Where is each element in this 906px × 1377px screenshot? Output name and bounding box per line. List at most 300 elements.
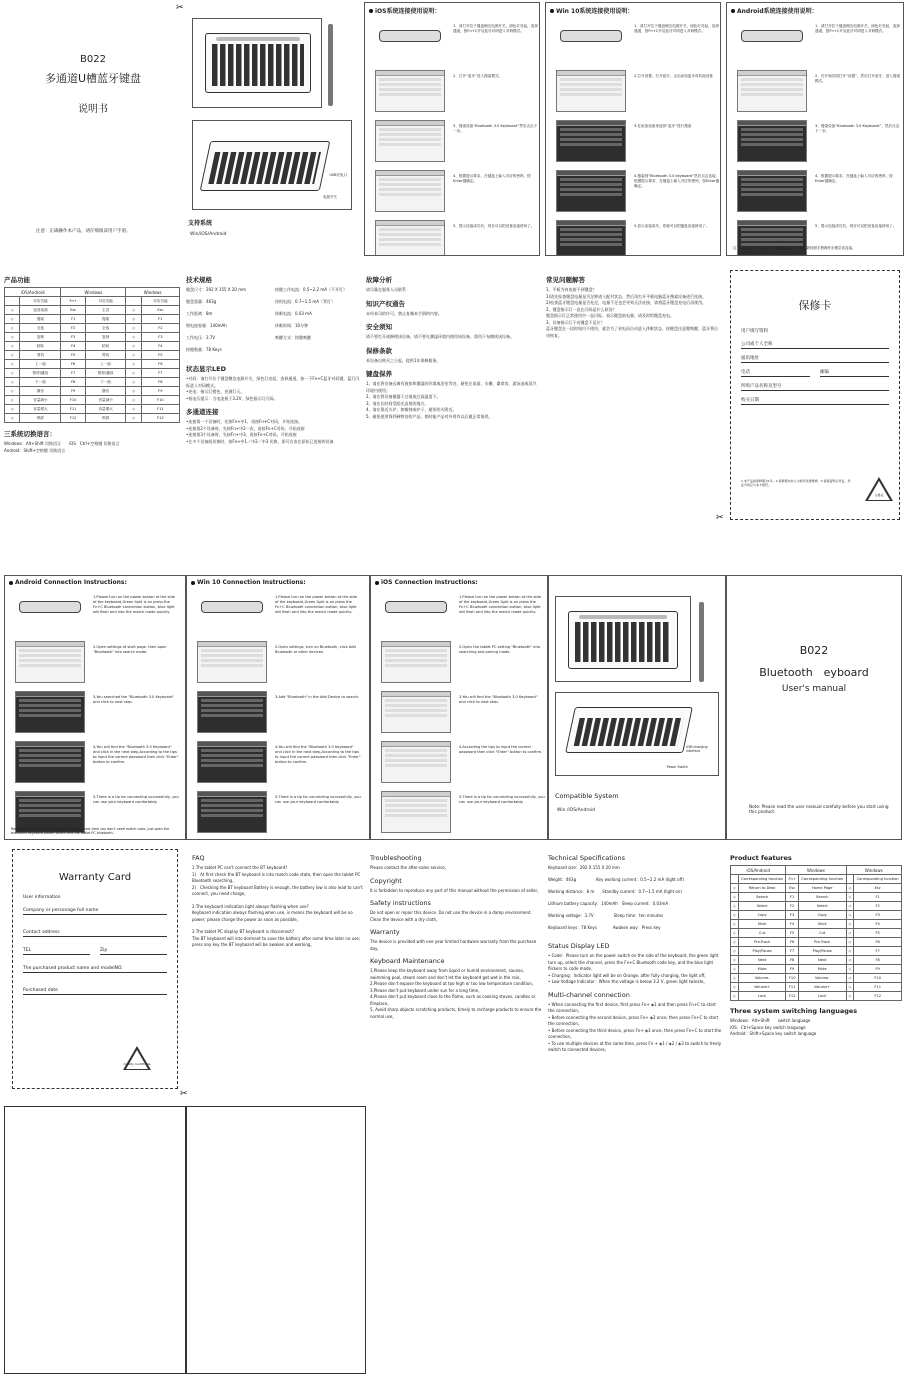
bullet-icon [731, 9, 735, 13]
fn-key-cell: Esc [61, 306, 85, 315]
copyright-cn-text: 未经本司的许可，禁止复制本手册的内容。 [366, 310, 442, 316]
table-row: ◇ 锁屏 F12 锁屏 ◇ F12 [5, 414, 180, 423]
key-symbol-icon: ◇ [731, 956, 739, 965]
faq-en-item: 2) Checking the BT keyboard Battery is enough, the battery low is also lead to can't connect, you need charge。 [192, 884, 363, 896]
table-row: ◇ 粘贴 F4 粘贴 ◇ F4 [5, 342, 180, 351]
spec-cn-item: 锂电池容量：140mAh [186, 323, 227, 328]
maint-cn-item: 2、请在将设备暴露于过低或过高温度下。 [366, 394, 441, 399]
key-symbol-icon: ◇ [5, 324, 20, 333]
cover-cn-images-panel [186, 4, 358, 252]
tablet-screenshot-image [737, 20, 807, 62]
table-row: ◇ Select F2 Select ◇ F2 [731, 902, 902, 911]
maint-en-item: 3,Please don't put keyboard under sun for a long time。 [370, 987, 483, 993]
faq-en-item: The BT keyboard will into dormant to save the battery after some time later no use; press any key the BT keyboard will be awaken and working。 [192, 935, 361, 947]
instruction-step-text: 4.You will find the "Bluetooth 3.0 Keyboard" and click in the next step,According to the tips to input the correct password then click "Enter" button to confirm. [93, 745, 179, 764]
instruction-step-text: 1.Please turn on the power button at the side of the keyboard,Green light is on press the Fn+C Bluetooth connection button, blue light will flash and into the match mode quickly. [93, 595, 175, 614]
key-symbol-icon: ◇ [731, 947, 739, 956]
keyboard-angled-view-image [192, 120, 352, 210]
label-power-en: Power Switch [666, 765, 688, 769]
keyboard-top-view-image [555, 596, 691, 682]
key-symbol-icon: ◇ [5, 387, 20, 396]
spec-en-led-item: • Charging：Indicator light will be on Orange, after fully charging, the light off。 [548, 972, 709, 978]
key-symbol-icon: ◇ [126, 405, 141, 414]
fn-key-cell: F11 [61, 405, 85, 414]
key-symbol-icon: ◇ [5, 414, 20, 423]
instruction-step [9, 739, 181, 789]
tablet-screenshot-image [556, 220, 626, 256]
table-row: ◇ Next F8 Next ◇ F8 [731, 956, 902, 965]
fn-key-cell: F6 [61, 360, 85, 369]
trouble-en-line: Please contact the after-sales service。 [370, 865, 449, 870]
faq-cn-panel [546, 270, 720, 530]
tablet-screenshot-image [375, 70, 445, 112]
android-en-title: Android Connection Instructions: [15, 579, 127, 586]
key-symbol-icon: ◇ [846, 947, 854, 956]
spec-en-led-title: Status Display LED [548, 942, 610, 950]
maint-en-item: 4,Please don't put keyboard close to the flame, such as cooking stoves, candles or fireplace。 [370, 994, 536, 1006]
table-row: ◇ 返回桌面 Esc 主页 ◇ Esc [5, 306, 180, 315]
faq-cn-item: 2、键盘指示灯一直在闪烁是什么原因？ [546, 306, 617, 312]
faq-en-item: 3.The tablet PC display BT keyboard is disconnect? [192, 929, 295, 934]
tablet-screenshot-image [375, 120, 445, 162]
warranty-en-field: The purchased product name and modelNO. [23, 959, 167, 973]
instruction-step-text: 1、请打开位于键盘侧边电源开关，绿色灯亮起，选择通道，按Fn+C开启蓝牙对码进入对码模式。 [453, 24, 538, 33]
spec-cn-led-title: 状态显示LED [186, 365, 226, 373]
instruction-step [731, 168, 899, 218]
fn-key-cell: F12 [786, 992, 799, 1001]
key-symbol-icon: ◇ [126, 396, 141, 405]
warranty-en-title: Warranty Card [58, 872, 132, 883]
instruction-step-text: 2.Open the tablet PC setting "Bluetooth" into searching and pairing mode. [459, 645, 541, 654]
instruction-step [191, 739, 365, 789]
bullet-icon [550, 9, 554, 13]
cover-en-title: Bluetooth eyboard [759, 666, 869, 679]
maint-en-item: 2,Please don't expose the keyboard at too high or too low temperature condition。 [370, 981, 536, 986]
fn-key-cell: F7 [61, 369, 85, 378]
fn-key-cell: Esc [786, 884, 799, 893]
bullet-icon [191, 581, 195, 585]
blank-panel [186, 1106, 366, 1374]
table-subheader: 对应功能 [141, 297, 179, 306]
fn-key-cell: F5 [61, 351, 85, 360]
instruction-step-text: 4.You will find the "Bluetooth 3.0 Keyboard" and click in the next step,According to the tips to input the correct password then click "Enter" button to confirm. [275, 745, 361, 764]
label-charge-en: USB charging interface [686, 745, 708, 753]
trouble-cn-line: 请尽量在服务人员联系 [366, 287, 406, 292]
table-row: ◇ 静音 F9 静音 ◇ F9 [5, 387, 180, 396]
warranty-en-field: Company or personage full name [23, 901, 167, 915]
warranty-cn-field: 用户填写资料 [741, 329, 768, 334]
instruction-step [191, 689, 365, 739]
ios-en-title: iOS Connection Instructions: [381, 579, 478, 586]
copyright-cn-title: 知识产权通告 [366, 299, 405, 308]
android-cn-note: 注：若在此以上尚未显示可用的键盘名称，请重新按照手册操作步骤尝试连接。 [733, 246, 856, 250]
instruction-step-text: 4.According the tips to input the correct password then click "Enter" button to confirm. [459, 745, 543, 754]
cover-en-subtitle: User's manual [781, 684, 847, 694]
key-symbol-icon: ◇ [5, 333, 20, 342]
instruction-step [191, 789, 365, 839]
key-symbol-icon: ◇ [731, 911, 739, 920]
instruction-step-text: 4、根据提示要求，在键盘上输入对应的密码，按Enter键确定。 [453, 174, 531, 183]
spec-en-item: Weight：463g Key working current：0.5~2.2 mA (light off) [548, 877, 684, 882]
table-subheader: 对应功能 [20, 297, 61, 306]
key-symbol-icon: ◇ [126, 378, 141, 387]
key-symbol-icon: ◇ [126, 333, 141, 342]
features-cn-lang-title: 三系统切换语言： [4, 430, 56, 438]
table-row: ◇ Play/Pause F7 Play/Pause ◇ F7 [731, 947, 902, 956]
spec-en-item: Keyboard keys：78 Keys Awaken way：Press key [548, 925, 661, 930]
key-symbol-icon: ◇ [731, 938, 739, 947]
maint-en-item: 1,Please keep the keyboard away from liquid or humid environment, saunas, swimming pool, steam room and don't let the keyboard get wet in the rain。 [370, 968, 524, 980]
fn-key-cell: F1 [786, 893, 799, 902]
tablet-screenshot-image [556, 20, 626, 62]
key-symbol-icon: ◇ [5, 396, 20, 405]
key-symbol-icon: ◇ [846, 920, 854, 929]
spec-cn-item: 按键数量：78 Keys [186, 347, 222, 352]
maint-cn-item: 3、请在长时间受阳光直射的地方。 [366, 400, 429, 406]
faq-en-item: 1) At first check the BT keyboard is into match code state, then open the tablet PC Bluetooth searching。 [192, 871, 361, 883]
spec-en-item: Working distance：8 m Standby current：0.7~1.5 mA (light on) [548, 889, 682, 894]
maint-cn-item: 4、请在靠近火炉，如蜡烛或炉子，避免明火附近。 [366, 407, 457, 412]
safety-cn-text: 请不要打开或修理该设备，请不要在潮湿环境内使用该设备，需用干布擦拭该设备。 [366, 334, 514, 339]
cover-en-panel [726, 575, 902, 840]
table-row: ◇ Stick F4 Stick ◇ F4 [731, 920, 902, 929]
fn-key-cell: F1 [61, 315, 85, 324]
instruction-step [731, 18, 899, 68]
table-row: ◇ 复制 F3 复制 ◇ F3 [5, 333, 180, 342]
table-header: Windows [61, 288, 126, 297]
table-row: ◇ Lock F12 Lock ◇ F12 [731, 992, 902, 1001]
android-cn-title: Android系统连接使用说明： [737, 8, 818, 15]
spec-cn-title: 技术规格 [186, 276, 212, 284]
instruction-step [375, 789, 543, 839]
key-symbol-icon: ◇ [846, 983, 854, 992]
ios-cn-panel [364, 2, 540, 256]
tablet-screenshot-image [197, 641, 267, 683]
spec-cn-item: 键盘尺寸：292 X 155 X 20 mm [186, 287, 246, 292]
tablet-screenshot-image [737, 120, 807, 162]
instruction-step-text: 5.There is a tip for connecting successfully, you can use your keyboard comfortably. [459, 795, 545, 804]
instruction-step [369, 168, 535, 218]
warranty-en-field: TEL [23, 941, 90, 955]
table-row: ◇ 上一曲 F6 上一曲 ◇ F6 [5, 360, 180, 369]
spec-cn-led-item: •对码：请打开位于键盘侧边电源开关，绿色灯亮起，选择通道，按一下Fn+C蓝牙对码键，蓝灯闪烁进入对码模式。 [186, 376, 360, 388]
table-subheader: Fn+ [786, 875, 799, 884]
key-symbol-icon: ◇ [5, 360, 20, 369]
instruction-step-text: 4.搜索到“Bluetooth 3.0 keyboard”然后点击连接,根据提示要求，在键盘上输入对应的密码，按Enter键确定。 [634, 174, 720, 188]
key-symbol-icon: ◇ [731, 929, 739, 938]
spec-en-multi-title: Multi-channel connection [548, 990, 630, 999]
certificate-stamp-icon [123, 1046, 151, 1070]
instruction-step [375, 689, 543, 739]
features-en-lang-line-3: Android：Shift+Space key switch language [730, 1031, 817, 1036]
safety-cn-title: 安全须知 [366, 323, 392, 331]
instruction-step [375, 589, 543, 639]
features-en-title: Product features [730, 854, 792, 862]
instruction-step-text: 2.Open settings, turn on Bluetooth, click Add Bluetooth or other devices. [275, 645, 356, 654]
key-symbol-icon: ◇ [846, 974, 854, 983]
key-symbol-icon: ◇ [126, 324, 141, 333]
instruction-step-text: 5.显示连接成功，你就可以把键盘连接使用了。 [634, 224, 710, 228]
key-symbol-icon: ◇ [126, 360, 141, 369]
spec-cn-multi-item: •在多个设备间切换时，按Fn+中1／中2／中3 切换，即可自由在原始已连接的设备 [186, 438, 334, 444]
faq-cn-title: 常见问题解答 [546, 276, 585, 284]
table-subheader: Corresponding function [738, 875, 786, 884]
scissors-icon: ✂ [716, 513, 724, 523]
features-en-panel [730, 849, 902, 1099]
table-row: ◇ 剪切 F5 剪切 ◇ F5 [5, 351, 180, 360]
spec-cn-multi-item: •连接第3个设备时，先按Fn+中3，再按Fn+C对码，开始连接 [186, 432, 297, 437]
table-row: ◇ 下一曲 F8 下一曲 ◇ F8 [5, 378, 180, 387]
features-cn-panel [4, 270, 180, 530]
spec-en-multi-item: • To use multiple devices at the same time, press Fn + ◈1 / ◈2 / ◈3 to switch to freely switch to connected devices。 [548, 1040, 722, 1052]
key-symbol-icon: ◇ [5, 315, 20, 324]
faq-en-item: Keyboard indication always flashing when use, is means the keyboard will be no power; please charge the power as soon as possible。 [192, 910, 353, 922]
table-header: iOS/Android [731, 866, 786, 875]
spec-cn-item: 工作距离：8m [186, 311, 213, 316]
key-symbol-icon: ◇ [731, 983, 739, 992]
android-en-remarks: Remarks: After connecting successfully,the next time you don't need match code, just open the bluetooth keyboard power switch and the tablet PC bluetooth. [11, 827, 170, 835]
cover-cn-subtitle: 说明书 [78, 104, 108, 115]
warranty-cn-stamp: 合格证 [874, 493, 884, 497]
features-en-table [730, 865, 902, 1001]
faq-cn-item: 键盘指示灯正常使用中一直闪烁，表示键盘低电量，请及时给键盘充电。 [546, 313, 674, 318]
fn-key-cell: F9 [786, 965, 799, 974]
spec-en-multi-item: • Before connecting the second device, press Fn+ ◈2 once, then press Fn+C to start the connection。 [548, 1014, 719, 1026]
warranty-cn-field: 公司或个人全称 [741, 335, 889, 349]
instruction-step [9, 639, 181, 689]
table-row: ◇ 音量增大 F11 音量增大 ◇ F11 [5, 405, 180, 414]
tablet-screenshot-image [737, 70, 807, 112]
tablet-screenshot-image [375, 20, 445, 62]
warranty-en-field: User information [23, 895, 61, 900]
fn-key-cell: F2 [786, 902, 799, 911]
ios-en-panel [370, 575, 548, 840]
key-symbol-icon: ◇ [731, 884, 739, 893]
keyboard-angled-view-image [555, 692, 719, 776]
key-symbol-icon: ◇ [731, 965, 739, 974]
maint-cn-item: 5、避免使用锋利硬物划伤产品，如时能产品对外用有以后做正常保养。 [366, 413, 493, 419]
tablet-screenshot-image [197, 741, 267, 783]
key-symbol-icon: ◇ [5, 351, 20, 360]
table-row: ◇ Volume+ F11 Volume+ ◇ F11 [731, 983, 902, 992]
instruction-step [369, 218, 535, 256]
maint-en-title: Keyboard Maintenance [370, 957, 445, 965]
faq-cn-item: 2)检查蓝牙键盘电量是否充足，电量不足也会导致无法连接，请将蓝牙键盘充电后再使用。 [546, 300, 707, 305]
spec-cn-item: 键盘重量：463g [186, 299, 217, 304]
fn-key-cell: F3 [786, 911, 799, 920]
copyright-en-title: Copyright [370, 876, 402, 885]
key-symbol-icon: ◇ [731, 920, 739, 929]
instruction-step-text: 5.There is a tip for connecting successfully, you can use your keyboard comfortably. [93, 795, 179, 804]
spec-cn-item: 按键工作电流：0.5~2.2 mA（不开灯） [275, 287, 347, 292]
fn-key-cell: F9 [61, 387, 85, 396]
tablet-screenshot-image [197, 791, 267, 833]
tablet-screenshot-image [556, 170, 626, 212]
instruction-step-text: 2.打开设置，打开蓝牙，点击添加蓝牙或其他设备 [634, 74, 713, 78]
warranty-cn-panel [730, 270, 900, 520]
key-symbol-icon: ◇ [126, 351, 141, 360]
tablet-screenshot-image [197, 691, 267, 733]
faq-en-title: FAQ [192, 854, 205, 862]
instruction-step-text: 2、打开“蓝牙”进入搜索模式。 [453, 74, 503, 78]
instruction-step [191, 589, 365, 639]
label-charge-cn: USB充电口 [329, 173, 347, 177]
table-row: ◇ Volume- F10 Volume- ◇ F10 [731, 974, 902, 983]
instruction-step-text: 4、根据提示要求，在键盘上输入对应的密码，按Enter键确定。 [815, 174, 893, 183]
fn-key-cell: F10 [786, 974, 799, 983]
trouble-cn-panel [366, 270, 540, 530]
instruction-step [369, 68, 535, 118]
tablet-screenshot-image [15, 591, 85, 633]
faq-en-item: 2.The keyboard indication light always flashing when use? [192, 903, 309, 909]
table-row: ◇ 音量减小 F10 音量减小 ◇ F10 [5, 396, 180, 405]
key-symbol-icon: ◇ [731, 902, 739, 911]
fn-key-cell: F8 [786, 956, 799, 965]
maint-cn-item: 1、请在将设备远离有液体和潮湿的环境或浴室等处，避免在桌面、水槽、桑拿房、游泳池或蒸汽环境内使用。 [366, 381, 537, 393]
spec-en-item: Lithium battery capacity：140mAh Sleep current：0.03mA [548, 901, 669, 906]
cover-cn-panel [6, 4, 180, 252]
faq-cn-item: 蓝牙键盘在一段时间内不使用，就会为了省电而自动进入休眠状态，按键盘任意键唤醒，蓝牙将自动恢复。 [546, 326, 718, 338]
fn-key-cell: F6 [786, 938, 799, 947]
key-symbol-icon: ◇ [126, 387, 141, 396]
instruction-step [550, 68, 716, 118]
safety-en-text: Do not open or repair this device. Do not use the device in a damp environment. Clean the device with a dry cloth。 [370, 910, 532, 922]
spec-en-multi-item: • When connecting the first device, first press Fn+ ◈1 and then press Fn+C to start the connection。 [548, 1001, 716, 1013]
warranty-cn-field: 通讯地址 [741, 349, 889, 363]
cover-cn-title: 多通道U槽蓝牙键盘 [44, 72, 142, 85]
key-symbol-icon: ◇ [846, 956, 854, 965]
compat-cn-value: Win/iOS/Android [190, 232, 227, 237]
key-symbol-icon: ◇ [5, 342, 20, 351]
tablet-screenshot-image [737, 170, 807, 212]
android-cn-panel [726, 2, 904, 256]
spec-en-led-item: • Code：Please turn on the power switch on the side of the keyboard, the green light turn up, select the channel, press the Fn+C Bluetooth code key, and the blue light flickers to code mode。 [548, 953, 719, 971]
key-symbol-icon: ◇ [846, 902, 854, 911]
tablet-screenshot-image [556, 70, 626, 112]
key-symbol-icon: ◇ [846, 992, 854, 1001]
instruction-step-text: 3、搜索设备“Bluetooth 3.0 Keyboard”，然后点击下一步。 [815, 124, 900, 133]
warranty-cn-field: 电话 [741, 363, 810, 377]
warranty-cn-title: 保修卡 [798, 299, 832, 312]
cover-en-model: B022 [799, 644, 829, 657]
instruction-step-text: 2.Open settings at start page, then open "Bluetooth" into search mode. [93, 645, 167, 654]
win-cn-panel [545, 2, 721, 256]
instruction-step [550, 218, 716, 256]
fn-key-cell: F3 [61, 333, 85, 342]
instruction-step [550, 168, 720, 218]
spec-cn-multi-item: •连接第2个设备时，先按Fn+中2一次，再按Fn+C对码，开始连接 [186, 425, 305, 431]
fn-key-cell: F10 [61, 396, 85, 405]
table-header: Windows [126, 288, 180, 297]
faq-en-item: 1.The tablet PC can't connect the BT keyboard? [192, 865, 288, 870]
key-symbol-icon: ◇ [846, 938, 854, 947]
win-en-panel [186, 575, 370, 840]
features-cn-table [4, 287, 180, 423]
bullet-icon [375, 581, 379, 585]
instruction-step [731, 68, 899, 118]
key-symbol-icon: ◇ [846, 929, 854, 938]
instruction-step [375, 739, 543, 789]
fn-key-cell: F4 [61, 342, 85, 351]
features-en-lang-line-2: iOS：Ctrl+Space key switch language [730, 1024, 806, 1030]
warranty-en-field: Contact address [23, 923, 167, 937]
blank-panel [4, 1106, 186, 1374]
spec-en-led-item: • Low Voltage Indicator：When the voltage is below 3.2 V, green light twinkle。 [548, 979, 708, 984]
key-symbol-icon: ◇ [5, 378, 20, 387]
instruction-step-text: 5、提示连接成功后，现在可以把设备连接使用了。 [815, 224, 897, 228]
stylus-image [699, 602, 704, 682]
warranty-cn-field: 邮编 [820, 363, 889, 377]
spec-cn-item: 待机电流：0.7~1.5 mA（背灯） [275, 299, 335, 304]
maint-cn-title: 键盘保养 [366, 370, 392, 378]
tablet-screenshot-image [15, 641, 85, 683]
key-symbol-icon: ◇ [5, 405, 20, 414]
instruction-step-text: 3.在添加设备里选择“蓝牙”进行搜索 [634, 124, 692, 128]
table-subheader: Corresponding function [798, 875, 846, 884]
warranty-cn-field: 购买日期 [741, 391, 889, 405]
instruction-step [550, 118, 716, 168]
stylus-image [328, 24, 333, 106]
table-row: ◇ Return to Desk Esc Home Page ◇ Esc [731, 884, 902, 893]
instruction-step-text: 1.Please turn on the power button at the side of the keyboard,Green light is on press the Fn+C Bluetooth connection button, blue light will flash and into the match mode quickly. [459, 595, 541, 614]
cover-cn-notice: 注意：正确操作本产品，请仔细阅读用户手册。 [36, 229, 131, 234]
tablet-screenshot-image [556, 120, 626, 162]
instruction-step-text: 3.Add "Bluetooth" in the Add Device to search. [275, 695, 360, 699]
scissors-icon: ✂ [180, 1089, 188, 1099]
instruction-step-text: 1、请打开位于键盘侧边电源开关，绿色灯亮起，选择通道，按Fn+C开启蓝牙对码进入对码模式。 [815, 24, 900, 33]
features-cn-title: 产品功能 [4, 276, 30, 284]
instruction-step [375, 639, 543, 689]
spec-en-title: Technical Specifications [548, 854, 626, 862]
spec-en-multi-item: • Before connecting the third device, press Fn+ ◈3 once, then press Fn+C to start the connection。 [548, 1027, 722, 1039]
warranty-en-stamp: Quality Certificate [123, 1062, 151, 1066]
key-symbol-icon: ◇ [731, 893, 739, 902]
table-header: Windows [846, 866, 902, 875]
instruction-step-text: 3、搜索设备“Bluetooth 3.0 Keyboard”然后点击下一步。 [453, 124, 538, 133]
tablet-screenshot-image [197, 591, 267, 633]
table-row: ◇ Copy F3 Copy ◇ F3 [731, 911, 902, 920]
key-symbol-icon: ◇ [846, 965, 854, 974]
warranty-cn-terms-text: 本设备自购买之日起，提供1年保修服务。 [366, 357, 441, 363]
cover-en-images-panel [548, 575, 726, 840]
certificate-stamp-icon [865, 477, 893, 501]
fn-key-cell: F7 [786, 947, 799, 956]
spec-cn-item: 唤醒方式：按键唤醒 [275, 335, 311, 340]
table-row: ◇ Cut F5 Cut ◇ F5 [731, 929, 902, 938]
features-cn-lang-line-1: Windows：Alt+Shift 切换语言 iOS：Ctrl+空格键 切换语言 [4, 441, 120, 446]
warranty-en-terms-text: The device is provided with one year limited hardware warranty from the purchase day。 [370, 939, 537, 951]
compat-cn-title: 支持系统 [188, 220, 213, 227]
key-symbol-icon: ◇ [846, 911, 854, 920]
spec-cn-led-item: •充电：指示灯橙色，充满灯灭。 [186, 389, 245, 394]
key-symbol-icon: ◇ [5, 306, 20, 315]
warranty-cn-field: 所购产品名称及型号 [741, 377, 889, 391]
features-en-lang-line-1: Windows：Alt+Shift switch language [730, 1018, 811, 1023]
spec-cn-multi-item: •连接第一个设备时，先按Fn+中1，再按Fn+C对码，开始连接。 [186, 419, 303, 424]
tablet-screenshot-image [381, 591, 451, 633]
tablet-screenshot-image [15, 691, 85, 733]
trouble-en-title: Troubleshooting [370, 854, 422, 862]
bullet-icon [9, 581, 13, 585]
spec-en-panel [548, 849, 722, 1089]
tablet-screenshot-image [381, 641, 451, 683]
warranty-cn-note: 1.本产品的保修期为1年。2.保修期内非人为损坏免费维修。3.请保留购买凭证，凭证号码应与本卡相符。 [741, 479, 851, 487]
table-subheader: Fn+ [61, 297, 85, 306]
warranty-en-field: Zip [100, 941, 167, 955]
scissors-icon: ✂ [176, 3, 184, 13]
table-header: iOS/Android [5, 288, 61, 297]
spec-cn-led-item: •低电压提示：当电池低于3.2V，绿色指示灯闪烁。 [186, 395, 278, 401]
